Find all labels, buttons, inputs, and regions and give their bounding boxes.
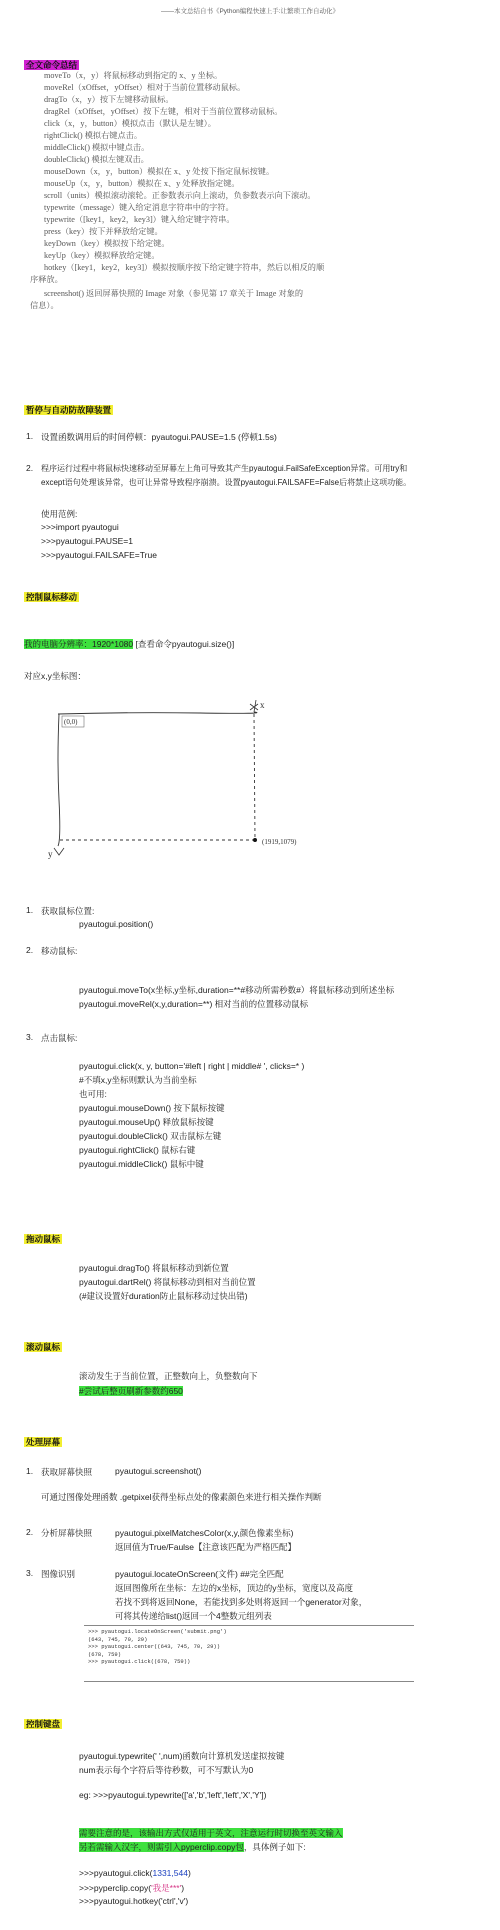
code-copy: >>>pyperclip.copy('我是***') [79,1883,185,1893]
locate-note: 若找不到将返回None，若能找到多处则将返回一个generator对象， [115,1597,368,1607]
pixel-code: pyautogui.pixelMatchesColor(x,y,颜色像素坐标) [115,1528,294,1538]
command-line: keyDown（key）模拟按下给定键。 [44,239,170,248]
click-command-line: pyautogui.mouseDown() 按下鼠标按键 [79,1103,225,1113]
code-line: >>> pyautogui.locateOnScreen('submit.png') [88,1628,227,1635]
typewrite-note: num表示每个字符后等待秒数，可不写默认为0 [79,1765,254,1775]
click-commands-list [79,1059,304,1171]
command-line: typewrite（[key1，key2，key3]）键入给定键字符串。 [44,215,235,224]
list-number: 1. [26,1466,34,1476]
moveto-code: pyautogui.moveTo(x坐标,y坐标,duration=**#移动所需秒数#）将鼠标移动到所述坐标 [79,985,395,995]
document-header: ——本文总结自书《Python编程快速上手:让繁琐工作自动化》 [160,8,340,15]
moverel-code: pyautogui.moveRel(x,y,duration=**) 相对当前的位置移动鼠标 [79,999,309,1009]
resolution-highlight: 我的电脑分辨率：1920*1080 [24,639,134,649]
section-title-summary: 全文命令总结 [26,60,78,70]
y-axis-arrow [54,848,64,855]
list-number: 3. [26,1568,34,1578]
section-title-mouse-move: 控制鼠标移动 [26,592,78,602]
code-example-box [84,1625,414,1682]
click-command-line: pyautogui.doubleClick() 双击鼠标左键 [79,1131,222,1141]
command-line: press（key）按下并释放给定键。 [44,227,163,236]
x-axis-arrow [250,700,258,712]
code-line: >>> pyautogui.click((678, 759)) [88,1658,191,1665]
command-line: dragTo（x，y）按下左键移动鼠标。 [44,95,174,104]
failsafe-text-1: 程序运行过程中将鼠标快速移动至屏幕左上角可导致其产生pyautogui.FailSafeException异常。可用try和 [41,464,408,473]
command-line: 序释放。 [30,275,63,284]
command-line: hotkey（[key1，key2，key3]）模拟按顺序按下给定键字符串，然后以相反的顺 [44,263,325,272]
list-number: 2. [26,463,34,473]
section-title-keyboard: 控制键盘 [26,1719,61,1729]
command-line: 信息）。 [30,301,59,310]
command-summary-list [30,70,474,312]
click-command-line: pyautogui.middleClick() 鼠标中键 [79,1159,204,1169]
list-number: 2. [26,1527,34,1537]
failsafe-text-2: except语句处理该异常，也可让异常导致程序崩溃。设置pyautogui.FAILSAFE=False后将禁止这项功能。 [41,478,412,487]
list-number: 3. [26,1032,34,1042]
command-line: doubleClick() 模拟左键双击。 [44,155,149,164]
click-command-line: #不填x,y坐标则默认为当前坐标 [79,1075,197,1085]
code-hotkey: >>>pyautogui.hotkey('ctrl','v') [79,1896,189,1906]
chinese-note: 另若需输入汉字，则需引入pyperclip.copy包，具体例子如下: [79,1842,306,1852]
command-line: keyUp（key）模拟释放给定键。 [44,251,160,260]
pause-setting-text: 设置函数调用后的时间停顿：pyautogui.PAUSE=1.5 (停顿1.5s) [41,432,277,442]
click-mouse-title: 点击鼠标: [41,1033,78,1043]
code-line: (678, 759) [88,1650,122,1658]
pixel-note: 返回值为True/Faulse【注意该匹配为严格匹配】 [115,1542,297,1552]
command-line: click（x，y，button）模拟点击（默认是左键）。 [44,119,216,128]
top-edge [58,712,257,714]
command-line: moveRel（xOffset，yOffset）相对于当前位置移动鼠标。 [44,83,246,92]
get-position-title: 获取鼠标位置: [41,906,95,916]
pixel-label: 分析屏幕快照 [41,1528,93,1538]
english-note: 需要注意的是，该输出方式仅适用于英文，注意运行时切换至英文输入 [79,1828,343,1838]
code-example-lines [84,1626,414,1668]
list-number: 1. [26,431,34,441]
section-title-screen: 处理屏幕 [26,1437,61,1447]
example-title: 使用范例: [41,509,78,519]
resolution-note: [查看命令pyautogui.size()] [135,639,235,649]
locate-note: 返回图像所在坐标：左边的x坐标，顶边的y坐标，宽度以及高度 [115,1583,354,1593]
command-line: mouseDown（x，y，button）模拟在 x、y 处按下指定鼠标按键。 [44,167,275,176]
command-line: screenshot() 返回屏幕快照的 Image 对象（参见第 17 章关于 Image 对象的 [44,289,304,298]
resolution-line [24,638,234,650]
locate-code: pyautogui.locateOnScreen(文件) ##完全匹配 [115,1569,284,1579]
click-command-line: pyautogui.click(x, y, button='#left | right | middle# ', clicks=* ) [79,1061,305,1071]
scroll-line: 滚动发生于当前位置，正整数向上，负整数向下 [79,1371,258,1381]
drag-line: pyautogui.dragTo() 将鼠标移动到新位置 [79,1263,229,1273]
coordinate-sketch [40,700,310,860]
drag-line: (#建议设置好duration防止鼠标移动过快出错) [79,1291,248,1301]
end-label: (1919,1079) [262,838,297,846]
example-line: >>>pyautogui.PAUSE=1 [41,536,133,546]
click-command-line: 也可用: [79,1089,107,1099]
origin-label: (0,0) [64,718,78,726]
drag-line: pyautogui.dartRel() 将鼠标移动到相对当前位置 [79,1277,256,1287]
coord-title: 对应x,y坐标图： [24,671,86,681]
command-line: dragRel（xOffset，yOffset）按下左键，相对于当前位置移动鼠标。 [44,107,283,116]
scroll-note: #尝试后整页刷新参数约650 [79,1386,183,1396]
section-title-drag: 拖动鼠标 [26,1234,61,1244]
code-line: >>> pyautogui.center((643, 745, 70, 29)) [88,1643,221,1650]
command-line: rightClick() 模拟右键点击。 [44,131,143,140]
code-line: (643, 745, 70, 29) [88,1635,148,1643]
right-edge [254,714,255,840]
section-title-scroll: 滚动鼠标 [26,1342,61,1352]
list-number: 2. [26,945,34,955]
move-mouse-title: 移动鼠标: [41,946,78,956]
screenshot-code: pyautogui.screenshot() [115,1466,202,1476]
command-line: middleClick() 模拟中键点击。 [44,143,150,152]
position-code: pyautogui.position() [79,919,154,929]
example-line: >>>import pyautogui [41,522,119,532]
command-line: typewrite（message）键入给定消息字符串中的字符。 [44,203,234,212]
y-axis-label: y [48,849,53,859]
locate-note: 可将其传递给list()返回一个4整数元组列表 [115,1611,272,1621]
code-click: >>>pyautogui.click(1331,544) [79,1868,191,1878]
typewrite-line: pyautogui.typewrite(' ',num)函数向计算机发送虚拟按键 [79,1751,285,1761]
section-title-pause: 暂停与自动防故障装置 [26,405,112,415]
left-edge [58,714,60,846]
screenshot-label: 获取屏幕快照 [41,1467,93,1477]
command-line: mouseUp（x，y，button）模拟在 x、y 处释放指定键。 [44,179,240,188]
end-point [253,838,257,842]
x-axis-label: x [260,700,265,710]
example-line: >>>pyautogui.FAILSAFE=True [41,550,157,560]
typewrite-example: eg: >>>pyautogui.typewrite(['a','b','left','left','X','Y']) [79,1790,267,1800]
screenshot-note: 可通过图像处理函数 .getpixel获得坐标点处的像素颜色来进行相关操作判断 [41,1492,322,1502]
command-line: scroll（units）模拟滚动滚轮。正参数表示向上滚动，负参数表示向下滚动。 [44,191,316,200]
command-line: moveTo（x，y）将鼠标移动到指定的 x、y 坐标。 [44,71,223,80]
list-number: 1. [26,905,34,915]
click-command-line: pyautogui.rightClick() 鼠标右键 [79,1145,196,1155]
locate-label: 图像识别 [41,1569,76,1579]
click-command-line: pyautogui.mouseUp() 释放鼠标按键 [79,1117,214,1127]
